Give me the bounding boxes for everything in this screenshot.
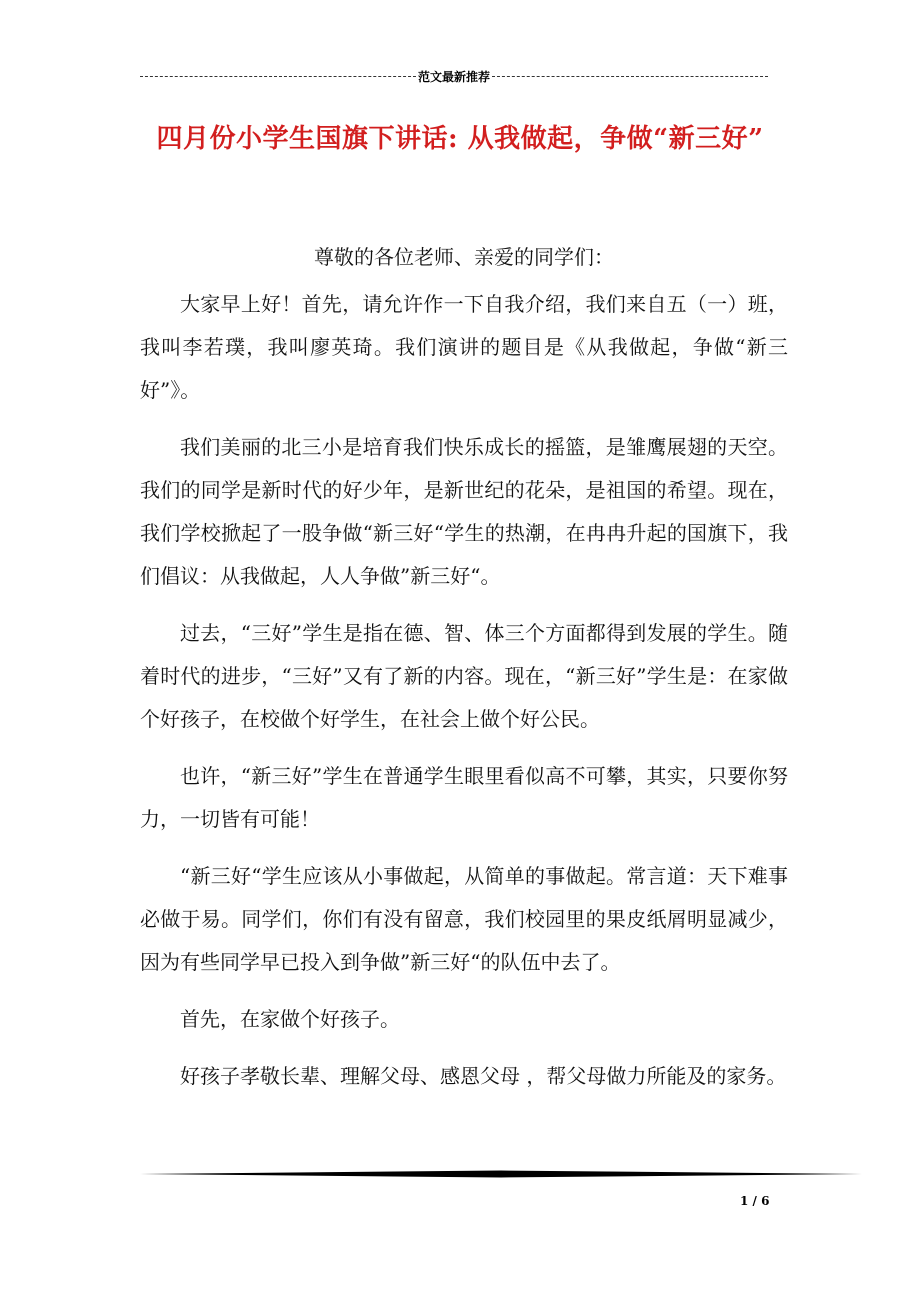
paragraph: 我们美丽的北三小是培育我们快乐成长的摇篮，是雏鹰展翅的天空。我们的同学是新时代的好少年，是新世纪的花朵，是祖国的希望。现在，我们学校掀起了一股争做“新三好“学生的热潮，在冉冉升起的国旗下，我们倡议：从我做起，人人争做”新三好“。 [140, 435, 788, 588]
header-dash-left [140, 76, 416, 77]
header-dash-right [492, 76, 768, 77]
paragraph: “新三好“学生应该从小事做起，从简单的事做起。常言道：天下难事必做于易。同学们，你们有没有留意，我们校园里的果皮纸屑明显减少，因为有些同学早已投入到争做”新三好“的队伍中去了。 [140, 864, 788, 974]
document-title: 四月份小学生国旗下讲话: 从我做起，争做“新三好” [156, 124, 764, 154]
paragraph: 过去，“三好”学生是指在德、智、体三个方面都得到发展的学生。随着时代的进步，“三好”又有了新的内容。现在，“新三好”学生是：在家做个好孩子，在校做个好学生，在社会上做个好公民。 [140, 621, 788, 731]
page-number: 1 / 6 [740, 1194, 770, 1208]
paragraph: 也许，“新三好”学生在普通学生眼里看似高不可攀，其实，只要你努力，一切皆有可能！ [140, 764, 788, 831]
document-body [140, 236, 788, 1112]
header-label: 范文最新推荐 [418, 69, 491, 84]
paragraph: 大家早上好！首先，请允许作一下自我介绍，我们来自五（一）班，我叫李若璞，我叫廖英琦。我们演讲的题目是《从我做起，争做“新三好”》。 [140, 292, 788, 402]
paragraph: 首先，在家做个好孩子。 [180, 1007, 400, 1031]
paragraph: 好孩子孝敬长辈、理解父母、感恩父母 ，帮父母做力所能及的家务。 [180, 1064, 787, 1088]
footer-divider [140, 1170, 862, 1178]
salutation: 尊敬的各位老师、亲爱的同学们： [314, 245, 614, 269]
page-header [140, 66, 768, 86]
